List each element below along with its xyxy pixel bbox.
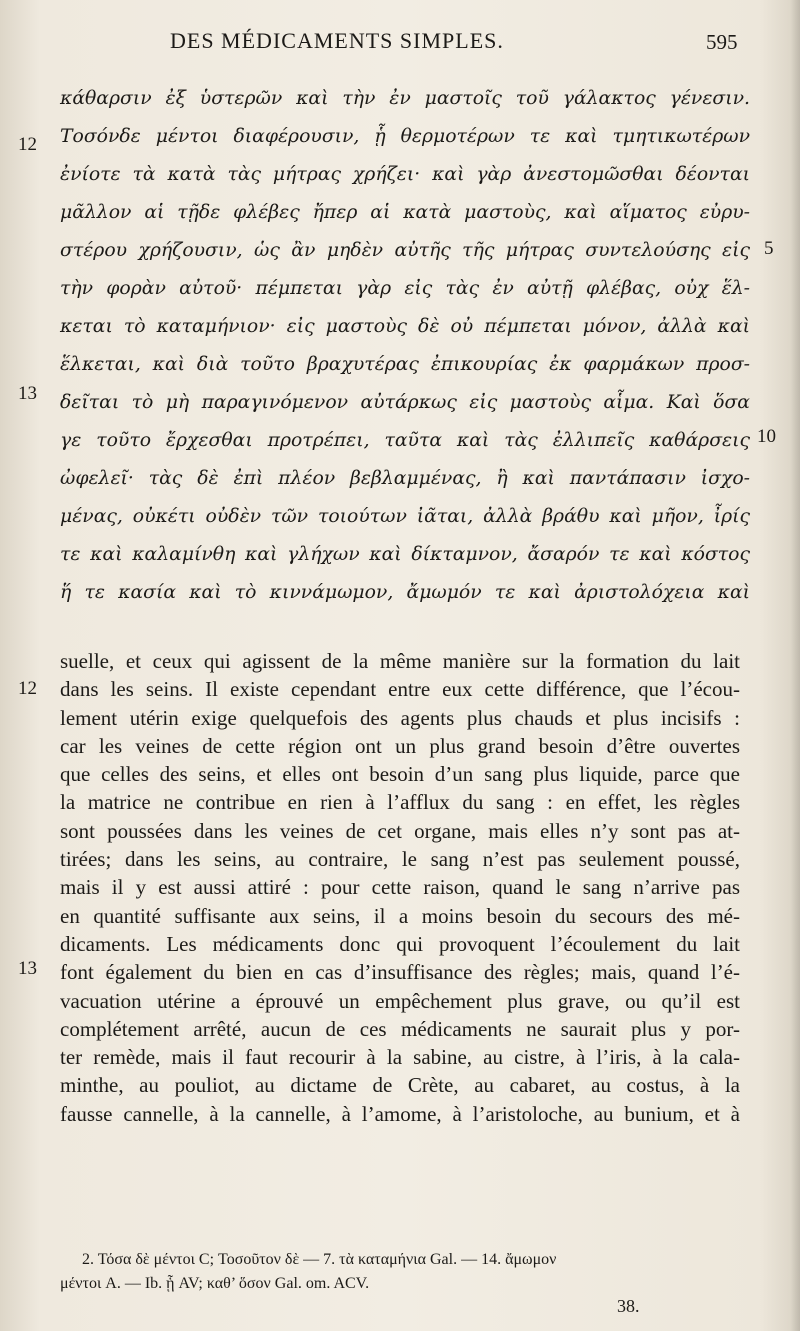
greek-line: τὴν φορὰν αὐτοῦ· πέμπεται γὰρ εἰς τὰς ἐν αὐτῇ φλέβας, οὐχ ἕλ- xyxy=(60,278,750,299)
footnotes xyxy=(60,1248,740,1296)
footnote-line: 2. Τόσα δὲ μέντοι C; Τοσοῦτον δὲ — 7. τὰ καταμήνια Gal. — 14. ἄμωμον xyxy=(82,1251,557,1268)
greek-line: τε καὶ καλαμίνθη καὶ γλήχων καὶ δίκταμνον, ἄσαρόν τε καὶ κόστος xyxy=(60,544,750,565)
french-line: dicaments. Les médicaments donc qui provoquent l’écoulement du lait xyxy=(60,931,740,956)
greek-line: ἥ τε κασία καὶ τὸ κιννάμωμον, ἄμωμόν τε καὶ ἀριστολόχεια καὶ xyxy=(60,582,750,603)
greek-line: κάθαρσιν ἐξ ὑστερῶν καὶ τὴν ἐν μαστοῖς τοῦ γάλακτος γένεσιν. xyxy=(60,88,750,109)
greek-text-block xyxy=(60,80,750,612)
signature-mark: 38. xyxy=(617,1296,640,1316)
greek-line: ὠφελεῖ· τὰς δὲ ἐπὶ πλέον βεβλαμμένας, ἢ καὶ παντάπασιν ἰσχο- xyxy=(60,468,750,489)
french-line: mais il y est aussi attiré : pour cette raison, quand le sang n’arrive pas xyxy=(60,875,740,900)
french-line: dans les seins. Il existe cependant entre eux cette différence, que l’écou- xyxy=(60,677,740,702)
page-number: 595 xyxy=(706,30,738,54)
french-text-block xyxy=(60,647,740,1128)
french-line: sont poussées dans les veines de cet organe, mais elles n’y sont pas at- xyxy=(60,818,740,843)
french-line: fausse cannelle, à la cannelle, à l’amome, à l’aristoloche, au bunium, et à xyxy=(60,1101,740,1126)
greek-margin-number-12: 12 xyxy=(18,134,37,155)
greek-line: στέρου χρήζουσιν, ὡς ἂν μηδὲν αὐτῆς τῆς μήτρας συντελούσης εἰς xyxy=(60,240,750,261)
french-line: tirées; dans les seins, au contraire, le sang n’est pas seulement poussé, xyxy=(60,847,740,872)
greek-margin-number-10: 10 xyxy=(757,426,776,447)
french-line: la matrice ne contribue en rien à l’afflux du sang : en effet, les règles xyxy=(60,790,740,815)
greek-margin-number-5: 5 xyxy=(764,238,774,259)
greek-line: ἕλκεται, καὶ διὰ τοῦτο βραχυτέρας ἐπικουρίας ἐκ φαρμάκων προσ- xyxy=(60,354,750,375)
greek-line: δεῖται τὸ μὴ παραγινόμενον αὐτάρκως εἰς μαστοὺς αἷμα. Καὶ ὅσα xyxy=(60,392,750,413)
french-line: font également du bien en cas d’insuffisance des règles; mais, quand l’é- xyxy=(60,960,740,985)
french-line: car les veines de cette région ont un plus grand besoin d’être ouvertes xyxy=(60,733,740,758)
greek-line: Τοσόνδε μέντοι διαφέρουσιν, ᾗ θερμοτέρων τε καὶ τμητικωτέρων xyxy=(60,126,750,147)
french-margin-number-13: 13 xyxy=(18,958,37,979)
footnote-line: μέντοι A. — Ib. ᾗ AV; καθ’ ὅσον Gal. om. ACV. xyxy=(60,1275,370,1292)
french-line: suelle, et ceux qui agissent de la même manière sur la formation du lait xyxy=(60,649,740,673)
greek-line: ἐνίοτε τὰ κατὰ τὰς μήτρας χρήζει· καὶ γὰρ ἀνεστομῶσθαι δέονται xyxy=(60,164,750,185)
greek-margin-number-13: 13 xyxy=(18,383,37,404)
french-line: ter remède, mais il faut recourir à la sabine, au cistre, à l’iris, à la cala- xyxy=(60,1045,740,1070)
french-line: complétement arrêté, aucun de ces médicaments ne saurait plus y por- xyxy=(60,1016,740,1041)
french-line: en quantité suffisante aux seins, il a moins besoin du secours des mé- xyxy=(60,903,740,928)
greek-line: κεται τὸ καταμήνιον· εἰς μαστοὺς δὲ οὐ πέμπεται μόνον, ἀλλὰ καὶ xyxy=(60,316,750,337)
french-line: que celles des seins, et elles ont besoin d’un sang plus liquide, parce que xyxy=(60,762,740,787)
french-line: minthe, au pouliot, au dictame de Crète, au cabaret, au costus, à la xyxy=(60,1073,740,1098)
greek-line: γε τοῦτο ἔρχεσθαι προτρέπει, ταῦτα καὶ τὰς ἐλλιπεῖς καθάρσεις xyxy=(60,430,750,451)
page-edge-shadow xyxy=(790,0,800,1331)
running-title: DES MÉDICAMENTS SIMPLES. xyxy=(170,28,504,53)
french-line: lement utérin exige quelquefois des agents plus chauds et plus incisifs : xyxy=(60,705,740,730)
french-margin-number-12: 12 xyxy=(18,678,37,699)
greek-line: μένας, οὐκέτι οὐδὲν τῶν τοιούτων ἰᾶται, ἀλλὰ βράθυ καὶ μῆον, ἶρίς xyxy=(60,506,750,527)
greek-line: μᾶλλον αἱ τῇδε φλέβες ἤπερ αἱ κατὰ μαστοὺς, καὶ αἵματος εὐρυ- xyxy=(60,202,750,223)
french-line: vacuation utérine a éprouvé un empêchement plus grave, ou qu’il est xyxy=(60,988,740,1013)
